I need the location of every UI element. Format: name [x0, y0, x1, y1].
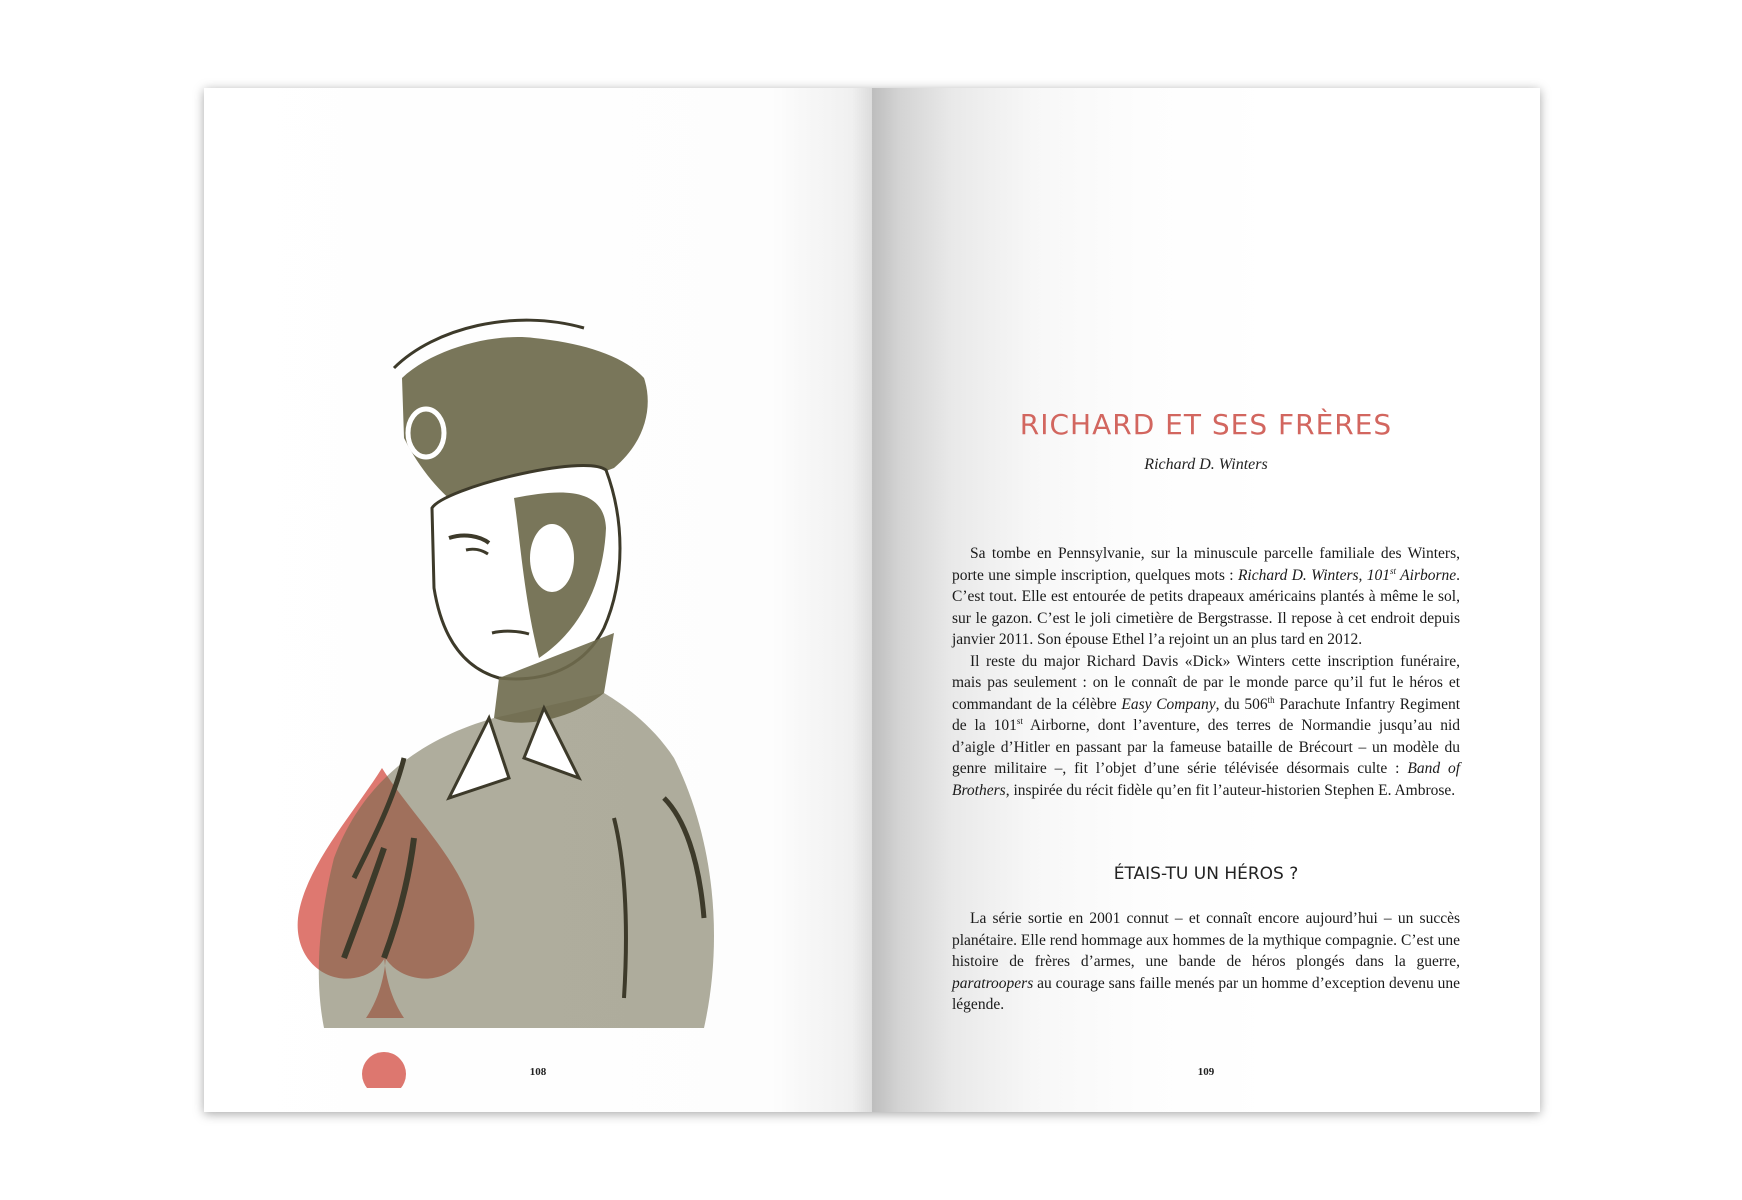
- paragraph-1: Sa tombe en Pennsylvanie, sur la minuscule parcelle familiale des Winters, porte une simple inscription, quelques mots : Richard D. Winters, 101st Airborne. C’est tout. Elle est entourée de petits drapeaux américains plantés à même le sol, sur le gazon. C’est le joli cimetière de Bergstrasse. Il repose à cet endroit depuis janvier 2011. Son épouse Ethel l’a rejoint un an plus tard en 2012.: [952, 545, 1461, 648]
- soldier-portrait-with-spade-illustration: [284, 238, 784, 1088]
- body-text-intro: [952, 543, 1460, 801]
- chapter-subtitle: Richard D. Winters: [1144, 456, 1268, 473]
- paragraph-2: Il reste du major Richard Davis «Dick» Winters cette inscription funéraire, mais pas seulement : on le connaît de par le monde parce qu’il fut le héros et commandant de la célèbre Easy Company, du 506th Parachute Infantry Regiment de la 101st Airborne, dont l’aventure, des terres de Normandie jusqu’au nid d’aigle d’Hitler en passant par la fameuse bataille de Brécourt – un modèle du genre militaire –, fit l’objet d’une série télévisée désormais culte : Band of Brothers, inspirée du récit fidèle qu’en fit l’auteur-historien Stephen E. Ambrose.: [952, 652, 1461, 799]
- paragraph-3: La série sortie en 2001 connut – et connaît encore aujourd’hui – un succès planétaire. Elle rend hommage aux hommes de la mythique compagnie. C’est une histoire de frères d’armes, une bande de héros plongés dans la guerre, paratroopers au courage sans faille menés par un homme d’exception devenu une légende.: [952, 910, 1460, 1013]
- chapter-title: RICHARD ET SES FRÈRES: [1019, 408, 1393, 441]
- section-heading: ÉTAIS-TU UN HÉROS ?: [1113, 864, 1299, 884]
- page-number-left: 108: [529, 1066, 547, 1078]
- left-page: [204, 88, 872, 1112]
- right-page: [872, 88, 1540, 1112]
- page-number-right: 109: [1197, 1066, 1215, 1078]
- book-spread: [204, 88, 1540, 1112]
- jacket-shape: [319, 633, 714, 1028]
- body-text-section: [952, 908, 1460, 1016]
